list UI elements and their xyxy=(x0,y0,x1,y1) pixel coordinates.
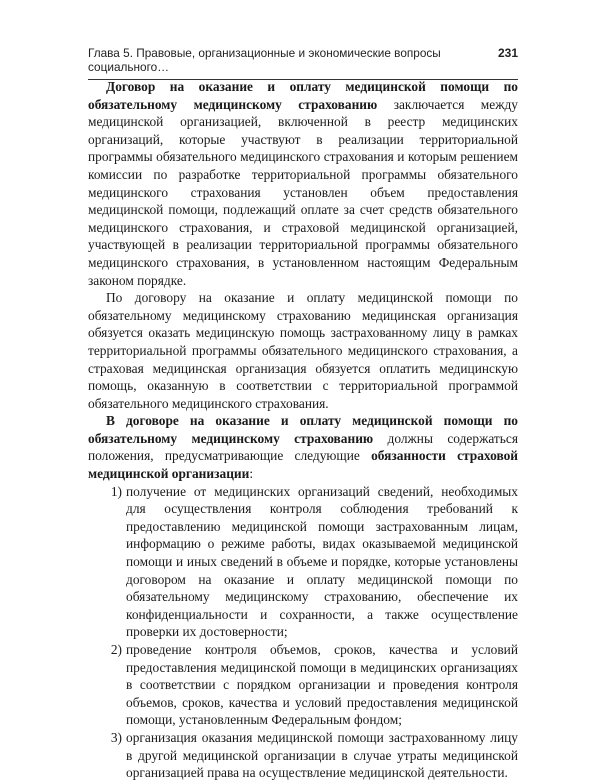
list-item xyxy=(88,729,518,782)
paragraph-3-bold-2: обязанности страховой медицинской организации xyxy=(88,448,519,482)
page-body xyxy=(88,78,518,782)
obligations-list xyxy=(88,483,518,782)
list-item-text: получение от медицинских организаций сведений, необходимых для осуществления контроля соблюдения требований к предоставлению медицинской помощи застрахованным лицам, информацию о режиме работы, видах оказываемой медицинской помощи и иных сведений в объеме и порядке, которые установлены договором на оказание и оплату медицинской помощи по обязательному медицинскому страхованию, обеспечение их конфиденциальности и сохранности, а также осуществление проверки их достоверности; xyxy=(126,483,518,640)
chapter-title: Глава 5. Правовые, организационные и экономические вопросы социального… xyxy=(88,46,441,74)
paragraph-3-end: : xyxy=(249,466,254,482)
paragraph-2: По договору на оказание и оплату медицинской помощи по обязательному медицинскому страхованию медицинская организация обязуется оказать медицинскую помощь застрахованному лицу в рамках территориальной программы обязательного медицинского страхования, а страховая медицинская организация обязуется оплатить медицинскую помощь, оказанную в соответствии с территориальной программой обязательного медицинского страхования. xyxy=(88,290,518,411)
running-header xyxy=(88,46,518,80)
paragraph-1-text: заключается между медицинской организацией, включенной в реестр медицинских организаций, которые участвуют в реализации территориальной программы обязательного медицинского страхования и которым решением комиссии по разработке территориальной программы обязательного медицинского страхования установлен объем предоставления медицинской помощи, подлежащий оплате за счет средств обязательного медицинского страхования, и страховой медицинской организацией, участвующей в реализации территориальной программы обязательного медицинского страхования, в установленном настоящим Федеральным законом порядке. xyxy=(88,96,518,288)
paragraph-3 xyxy=(88,412,518,482)
page-number: 231 xyxy=(497,46,518,60)
paragraph-1 xyxy=(88,78,518,289)
paragraph-3-text: должны содержаться положения, предусматривающие следующие xyxy=(88,430,518,464)
list-item xyxy=(88,641,518,729)
list-item-text: проведение контроля объемов, сроков, качества и условий предоставления медицинской помощи в медицинских организациях в соответствии с порядком организации и проведения контроля объемов, сроков, качества и условий предоставления медицинской помощи, установленным Федеральным фондом; xyxy=(126,642,518,728)
list-item-text: организация оказания медицинской помощи застрахованному лицу в другой медицинской организации в случае утраты медицинской организацией права на осуществление медицинской деятельности. xyxy=(126,729,518,781)
paragraph-1-bold: Договор на оказание и оплату медицинской помощи по обязательному медицинскому страхованию xyxy=(88,79,518,112)
list-item-number: 2) xyxy=(110,642,122,657)
paragraph-3-bold: В договоре на оказание и оплату медицинской помощи по обязательному медицинскому страхованию xyxy=(88,413,518,446)
list-item-number: 1) xyxy=(110,483,122,499)
list-item xyxy=(88,483,518,641)
list-item-number: 3) xyxy=(110,729,122,745)
